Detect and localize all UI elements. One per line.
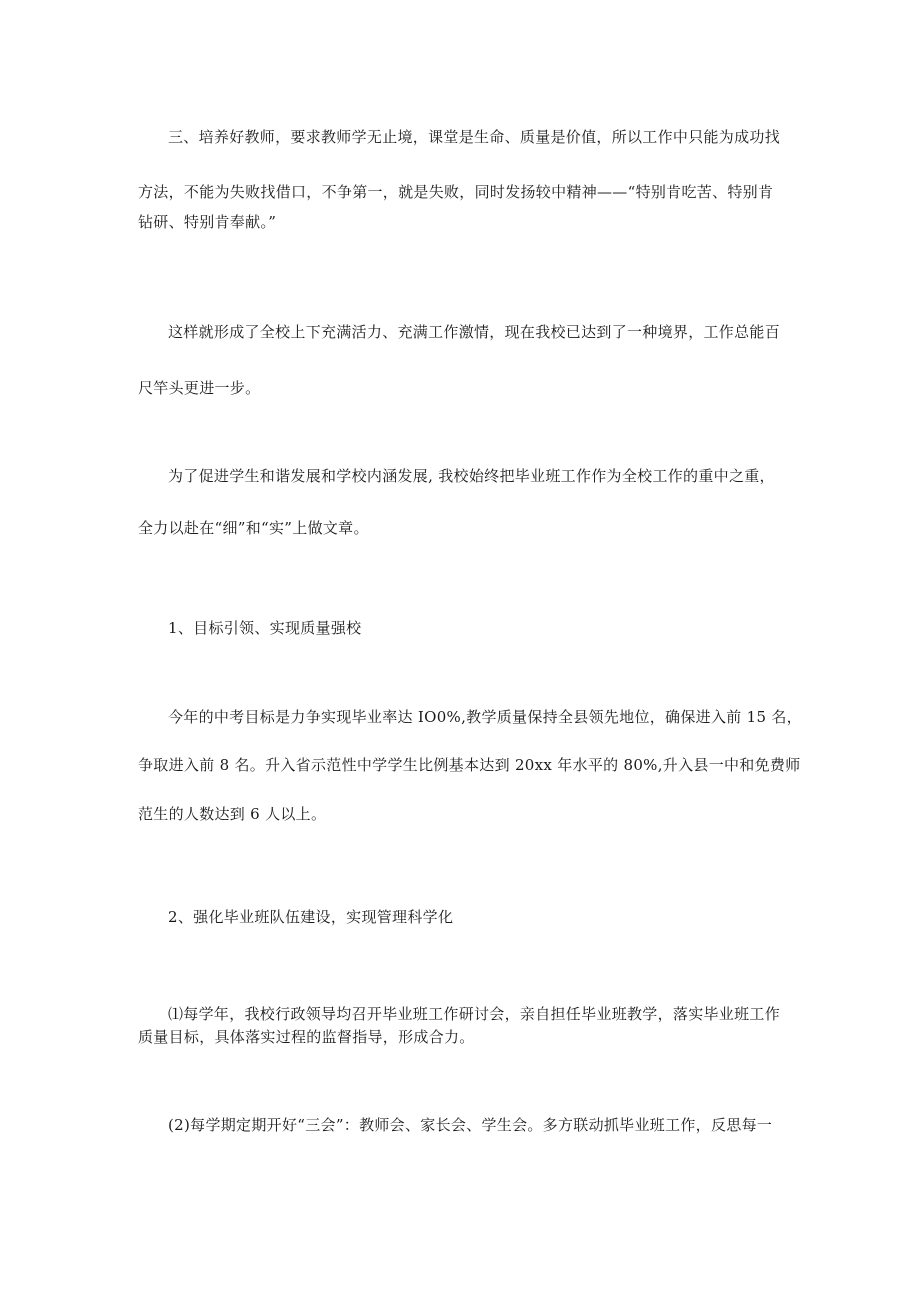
paragraph4-line-1: 今年的中考目标是力争实现毕业率达 IO0%,教学质量保持全县领先地位，确保进入前 15 名， xyxy=(168,708,802,726)
section3-line-1: 三、培养好教师，要求教师学无止境，课堂是生命、质量是价值，所以工作中只能为成功找 xyxy=(168,128,781,146)
paragraph4-line-2: 争取进入前 8 名。升入省示范性中学学生比例基本达到 20xx 年水平的 80%,升入县一中和免费师 xyxy=(138,756,801,774)
section3-line-2: 方法，不能为失败找借口，不争第一，就是失败，同时发扬较中精神——“特别肯吃苦、特别肯 xyxy=(138,183,774,201)
paragraph3-line-2: 全力以赴在“细”和“实”上做文章。 xyxy=(138,519,369,537)
paragraph4-line-3: 范生的人数达到 6 人以上。 xyxy=(138,805,327,823)
heading-team-building: 2、强化毕业班队伍建设，实现管理科学化 xyxy=(168,908,454,926)
item2-line-1: (2)每学期定期开好“三会”：教师会、家长会、学生会。多方联动抓毕业班工作，反思每一 xyxy=(168,1116,773,1134)
paragraph2-line-2: 尺竿头更进一步。 xyxy=(138,379,261,397)
item1-line-2: 质量目标，具体落实过程的监督指导，形成合力。 xyxy=(138,1028,475,1046)
section3-line-3: 钻研、特别肯奉献。” xyxy=(138,213,277,231)
paragraph2-line-1: 这样就形成了全校上下充满活力、充满工作激情，现在我校已达到了一种境界，工作总能百 xyxy=(168,323,781,341)
paragraph3-line-1: 为了促进学生和谐发展和学校内涵发展, 我校始终把毕业班工作作为全校工作的重中之重， xyxy=(168,467,775,485)
heading-goal-leadership: 1、目标引领、实现质量强校 xyxy=(168,619,362,637)
item1-line-1: ⑴每学年，我校行政领导均召开毕业班工作研讨会，亲自担任毕业班教学，落实毕业班工作 xyxy=(168,1005,781,1023)
